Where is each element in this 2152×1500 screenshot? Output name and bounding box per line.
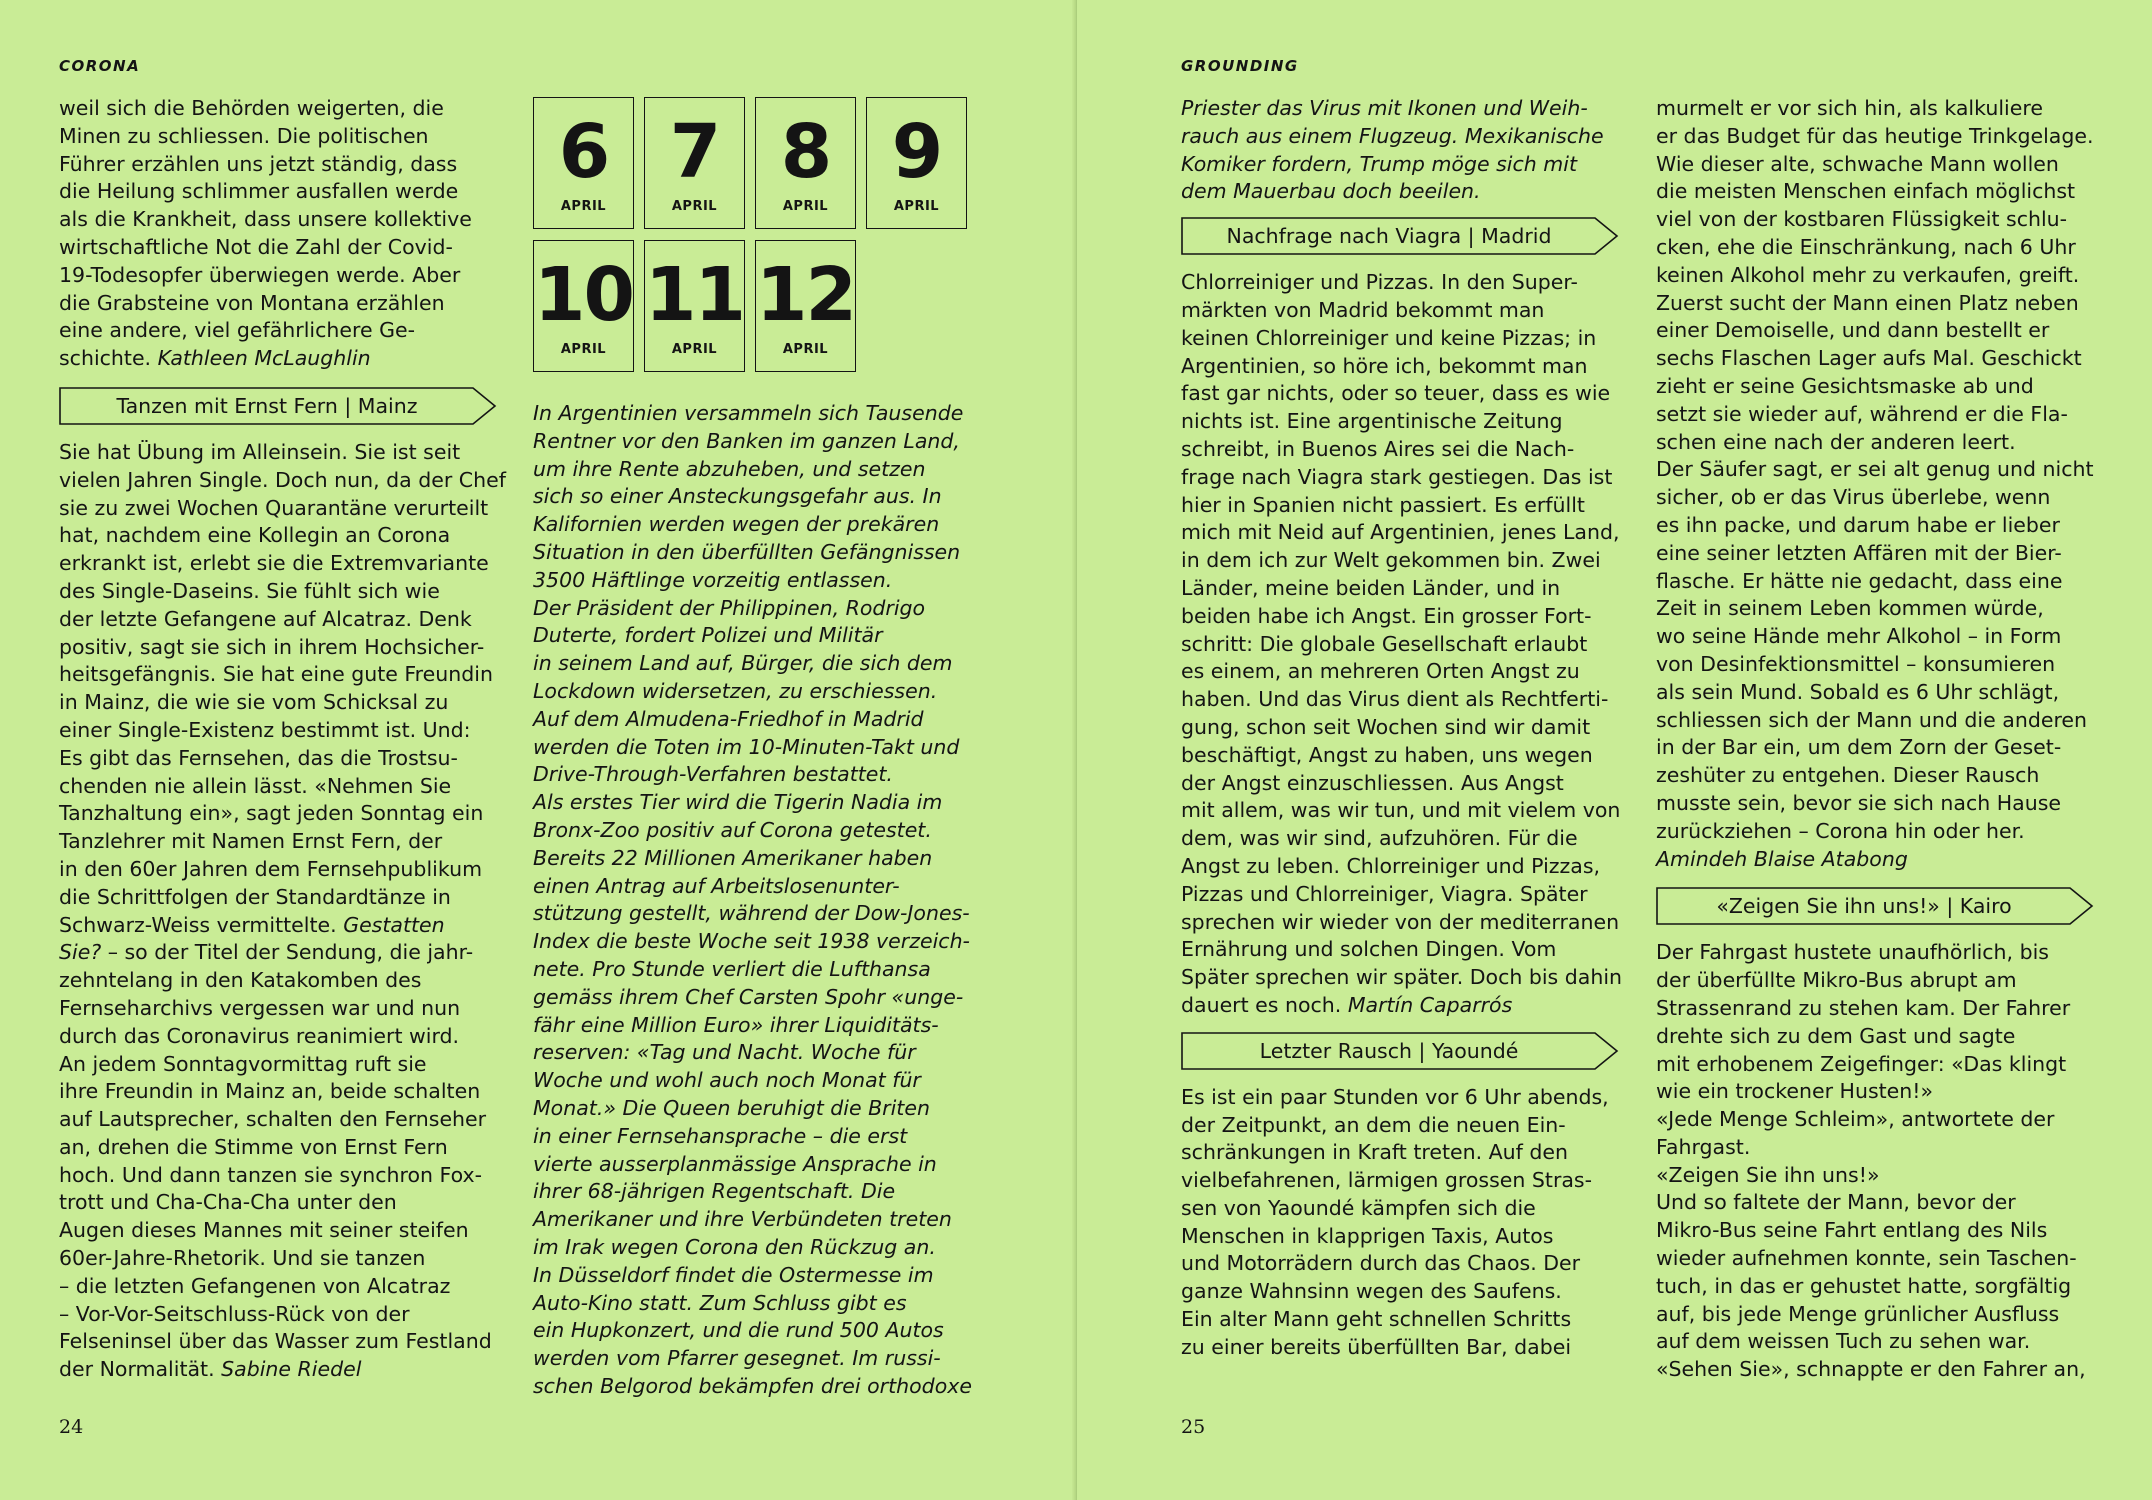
text-line: schliessen sich der Mann und die anderen <box>1656 707 2088 732</box>
text-line <box>1181 992 1621 1020</box>
text-line: Chlorreiniger und Pizzas. In den Super- <box>1181 270 1578 295</box>
calendar-month: APRIL <box>782 199 829 214</box>
page-number-right: 25 <box>1181 1416 1206 1438</box>
calendar-month: APRIL <box>560 199 607 214</box>
text-line: hier in Spanien nicht passiert. Es erfüllt <box>1181 492 1585 517</box>
text-line: einen Antrag auf Arbeitslosenunter- <box>533 873 900 898</box>
calendar-tile <box>755 240 856 372</box>
text-line: «Jede Menge Schleim», antwortete der <box>1656 1107 2055 1132</box>
text-line: Später sprechen wir später. Doch bis dahin <box>1181 965 1623 990</box>
banner-label: Tanzen mit Ernst Fern | Mainz <box>116 393 418 418</box>
text-line: Tanzhaltung ein», sagt jeden Sonntag ein <box>59 801 484 826</box>
text-line: Der Fahrgast hustete unaufhörlich, bis <box>1656 940 2049 965</box>
text-line: Drive-Through-Verfahren bestattet. <box>533 762 893 787</box>
text-line: mit allem, was wir tun, und mit vielem von <box>1181 798 1621 823</box>
text-line: – Vor-Vor-Seitschluss-Rück von der <box>59 1301 410 1326</box>
calendar-month: APRIL <box>560 342 607 357</box>
text-line: es ihn packe, und darum habe er lieber <box>1656 512 2060 537</box>
text-line <box>59 345 499 373</box>
text-line: Bronx-Zoo positiv auf Corona getestet. <box>533 817 932 842</box>
text-line: Ein alter Mann geht schnellen Schritts <box>1181 1307 1572 1332</box>
text-line: werden vom Pfarrer gesegnet. Im russi- <box>533 1346 941 1371</box>
text-line: märkten von Madrid bekommt man <box>1181 297 1545 322</box>
running-head-left: CORONA <box>59 57 141 75</box>
col1-part2b <box>59 967 499 1356</box>
text-line: sechs Flaschen Lager aufs Mal. Geschickt <box>1656 346 2082 371</box>
text-line: sprechen wir wieder von der mediterranen <box>1181 909 1620 934</box>
section-banner-yaounde <box>1181 1032 1621 1070</box>
text-line: in einer Fernsehansprache – die erst <box>533 1123 908 1148</box>
text-line: dem Mauerbau doch beeilen. <box>1181 179 1481 204</box>
show-title: Sie? <box>59 940 102 965</box>
text-line: schen eine nach der anderen leert. <box>1656 429 2016 454</box>
text-line: Es ist ein paar Stunden vor 6 Uhr abends, <box>1181 1084 1609 1109</box>
text-line: gemäss ihrem Chef Carsten Spohr «unge- <box>533 984 964 1009</box>
text-line: drehte sich zu dem Gast und sagte <box>1656 1023 2016 1048</box>
text-line: in dem ich zur Welt gekommen bin. Zwei <box>1181 548 1601 573</box>
text-line: In Düsseldorf findet die Ostermesse im <box>533 1262 934 1287</box>
text-line: ganze Wahnsinn wegen des Saufens. <box>1181 1279 1562 1304</box>
calendar-day: 6 <box>558 109 609 195</box>
text-line: wo seine Hände mehr Alkohol – in Form <box>1656 624 2062 649</box>
text-line: 60er-Jahre-Rhetorik. Und sie tanzen <box>59 1246 426 1271</box>
text-line: Augen dieses Mannes mit seiner steifen <box>59 1218 469 1243</box>
running-head-right: GROUNDING <box>1181 57 1299 75</box>
right-column-1 <box>1181 95 1621 1362</box>
text-line: mich mit Neid auf Argentinien, jenes Land, <box>1181 520 1620 545</box>
text-line: erkrankt ist, erlebt sie die Extremvariante <box>59 551 489 576</box>
text-line: in Mainz, die wie sie vom Schicksal zu <box>59 690 449 715</box>
text-fragment: dauert es noch. <box>1181 992 1342 1017</box>
text-line: vierte ausserplanmässige Ansprache in <box>533 1151 937 1176</box>
text-line: die Heilung schlimmer ausfallen werde <box>59 179 459 204</box>
text-line: Und so faltete der Mann, bevor der <box>1656 1190 2016 1215</box>
text-line: Als erstes Tier wird die Tigerin Nadia im <box>533 790 943 815</box>
text-line: ein Hupkonzert, und die rund 500 Autos <box>533 1318 944 1343</box>
text-line: fähr eine Million Euro» ihrer Liquiditäts- <box>533 1012 939 1037</box>
text-line: Situation in den überfüllten Gefängnissen <box>533 539 961 564</box>
text-fragment: Schwarz-Weiss vermittelte. <box>59 912 337 937</box>
text-line: chenden nie allein lässt. «Nehmen Sie <box>59 773 452 798</box>
text-line: die meisten Menschen einfach möglichst <box>1656 179 2076 204</box>
text-line: Es gibt das Fernsehen, das die Trostsu- <box>59 745 458 770</box>
text-line: Index die beste Woche seit 1938 verzeich- <box>533 929 970 954</box>
text-line: und Motorrädern durch das Chaos. Der <box>1181 1251 1581 1276</box>
calendar-day: 8 <box>780 109 831 195</box>
author-byline: Amindeh Blaise Atabong <box>1656 846 1908 871</box>
calendar-tile <box>644 97 745 229</box>
text-line: durch das Coronavirus reanimiert wird. <box>59 1023 460 1048</box>
text-line <box>1656 846 2096 874</box>
text-line: viel von der kostbaren Flüssigkeit schlu- <box>1656 207 2068 232</box>
text-line: eine seiner letzten Affären mit der Bier- <box>1656 540 2062 565</box>
text-line: Monat.» Die Queen beruhigt die Briten <box>533 1095 930 1120</box>
text-line: es einem, an mehreren Orten Angst zu <box>1181 659 1580 684</box>
text-line: stützung gestellt, während der Dow-Jones- <box>533 901 970 926</box>
calendar-day: 7 <box>669 109 720 195</box>
text-line: auf, bis jede Menge grünlicher Ausfluss <box>1656 1301 2060 1326</box>
calendar-day: 9 <box>891 109 942 195</box>
calendar-tile <box>533 97 634 229</box>
col4-part2 <box>1656 939 2096 1384</box>
text-line: zieht er seine Gesichtsmaske ab und <box>1656 373 2034 398</box>
text-line: zeshüter zu entgehen. Dieser Rausch <box>1656 763 2040 788</box>
text-line: wirtschaftliche Not die Zahl der Covid- <box>59 234 453 259</box>
text-line: In Argentinien versammeln sich Tausende <box>533 401 964 425</box>
text-line: ihre Freundin in Mainz an, beide schalten <box>59 1079 481 1104</box>
text-line: schränkungen in Kraft treten. Auf den <box>1181 1140 1569 1165</box>
calendar-month: APRIL <box>671 342 718 357</box>
text-line: vielen Jahren Single. Doch nun, da der Chef <box>59 467 506 492</box>
section-banner-madrid <box>1181 217 1621 255</box>
text-line: Komiker fordern, Trump möge sich mit <box>1181 151 1577 176</box>
col3-intro <box>1181 95 1621 206</box>
calendar-day: 10 <box>534 252 633 338</box>
text-line: sicher, ob er das Virus überlebe, wenn <box>1656 485 2051 510</box>
text-line: als sein Mund. Sobald es 6 Uhr schlägt, <box>1656 679 2060 704</box>
banner-label: «Zeigen Sie ihn uns!» | Kairo <box>1716 894 2012 919</box>
text-line: die Schrittfolgen der Standardtänze in <box>59 884 451 909</box>
text-line: der Angst einzuschliessen. Aus Angst <box>1181 770 1564 795</box>
text-line: keinen Chlorreiniger und keine Pizzas; in <box>1181 325 1597 350</box>
text-line: Kalifornien werden wegen der prekären <box>533 512 940 537</box>
text-line: 3500 Häftlinge vorzeitig entlassen. <box>533 567 893 592</box>
text-line: 19-Todesopfer überwiegen werde. Aber <box>59 262 461 287</box>
col4-part1 <box>1656 95 2096 846</box>
text-line: An jedem Sonntagvormittag ruft sie <box>59 1051 427 1076</box>
col3-yaounde <box>1181 1084 1621 1362</box>
text-line: in der Bar ein, um dem Zorn der Geset- <box>1656 735 2062 760</box>
text-line: Menschen in klapprigen Taxis, Autos <box>1181 1223 1554 1248</box>
text-line: zu einer bereits überfüllten Bar, dabei <box>1181 1334 1572 1359</box>
text-line: Der Präsident der Philippinen, Rodrigo <box>533 595 926 620</box>
text-line: Bereits 22 Millionen Amerikaner haben <box>533 845 933 870</box>
text-line: fast gar nichts, oder so teuer, dass es wie <box>1181 381 1611 406</box>
text-line: ihrer 68-jährigen Regentschaft. Die <box>533 1179 896 1204</box>
text-line: Auto-Kino statt. Zum Schluss gibt es <box>533 1290 907 1315</box>
text-line: haben. Und das Virus dient als Rechtferti- <box>1181 687 1609 712</box>
text-line: beschäftigt, Angst zu haben, uns wegen <box>1181 742 1593 767</box>
text-line: der überfüllte Mikro-Bus abrupt am <box>1656 968 2017 993</box>
text-line <box>59 1356 499 1384</box>
text-line: Zeit in seinem Leben kommen würde, <box>1656 596 2044 621</box>
text-line: Wie dieser alte, schwache Mann wollen <box>1656 151 2059 176</box>
calendar-tiles <box>533 97 973 377</box>
text-fragment: schichte. <box>59 346 152 371</box>
text-fragment: der Normalität. <box>59 1357 215 1382</box>
left-page <box>0 0 1075 1500</box>
text-line: der letzte Gefangene auf Alcatraz. Denk <box>59 606 472 631</box>
text-line: nete. Pro Stunde verliert die Lufthansa <box>533 956 931 981</box>
text-line: Auf dem Almudena-Friedhof in Madrid <box>533 706 924 731</box>
text-line: auf Lautsprecher, schalten den Fernseher <box>59 1107 487 1132</box>
text-line: frage nach Viagra stark gestiegen. Das ist <box>1181 464 1613 489</box>
text-line: Strassenrand zu stehen kam. Der Fahrer <box>1656 995 2071 1020</box>
text-line: Tanzlehrer mit Namen Ernst Fern, der <box>59 829 443 854</box>
text-line: trott und Cha-Cha-Cha unter den <box>59 1190 397 1215</box>
text-line: musste sein, bevor sie sich nach Hause <box>1656 790 2062 815</box>
text-line: Rentner vor den Banken im ganzen Land, <box>533 428 960 453</box>
text-line: Zuerst sucht der Mann einen Platz neben <box>1656 290 2079 315</box>
text-line: tuch, in das er gehustet hatte, sorgfältig <box>1656 1273 2072 1298</box>
calendar-tile <box>866 97 967 229</box>
text-line: hat, nachdem eine Kollegin an Corona <box>59 523 451 548</box>
calendar-month: APRIL <box>671 199 718 214</box>
text-line: er das Budget für das heutige Trinkgelage. <box>1656 123 2094 148</box>
text-line: beiden habe ich Angst. Ein grosser Fort- <box>1181 603 1592 628</box>
text-line: – die letzten Gefangenen von Alcatraz <box>59 1273 451 1298</box>
text-line: Ernährung und solchen Dingen. Vom <box>1181 937 1557 962</box>
calendar-month: APRIL <box>782 342 829 357</box>
text-line: von Desinfektionsmittel – konsumieren <box>1656 651 2056 676</box>
text-line: schen Belgorod bekämpfen drei orthodoxe <box>533 1373 972 1398</box>
text-line: setzt sie wieder auf, während er die Fla- <box>1656 401 2068 426</box>
text-line: Mikro-Bus seine Fahrt entlang des Nils <box>1656 1218 2048 1243</box>
text-fragment: – so der Titel der Sendung, die jahr- <box>107 940 474 965</box>
author-byline: Sabine Riedel <box>221 1357 362 1382</box>
text-line: um ihre Rente abzuheben, und setzen <box>533 456 926 481</box>
text-line: der Zeitpunkt, an dem die neuen Ein- <box>1181 1112 1566 1137</box>
text-line: in den 60er Jahren dem Fernsehpublikum <box>59 856 483 881</box>
text-line: murmelt er vor sich hin, als kalkuliere <box>1656 96 2043 120</box>
text-line: Sie hat Übung im Alleinsein. Sie ist seit <box>59 439 461 464</box>
calendar-tile <box>644 240 745 372</box>
text-line: Lockdown widersetzen, zu erschiessen. <box>533 678 938 703</box>
page-number-left: 24 <box>59 1416 84 1438</box>
text-line: sich so einer Ansteckungsgefahr aus. In <box>533 484 942 509</box>
text-line: auf dem weissen Tuch zu sehen war. <box>1656 1329 2031 1354</box>
text-line: Angst zu leben. Chlorreiniger und Pizzas, <box>1181 853 1601 878</box>
col3-madrid <box>1181 269 1621 992</box>
calendar-day: 12 <box>756 252 855 338</box>
text-line: hoch. Und dann tanzen sie synchron Fox- <box>59 1162 483 1187</box>
calendar-day: 11 <box>645 252 744 338</box>
text-line: Pizzas und Chlorreiniger, Viagra. Später <box>1181 881 1588 906</box>
col1-part1 <box>59 95 499 345</box>
text-line: sen von Yaoundé kämpfen sich die <box>1181 1195 1536 1220</box>
author-byline: Kathleen McLaughlin <box>157 346 371 371</box>
text-line: eine andere, viel gefährlichere Ge- <box>59 318 415 343</box>
right-page <box>1077 0 2152 1500</box>
text-line: Der Säufer sagt, er sei alt genug und nicht <box>1656 457 2094 482</box>
section-banner-mainz <box>59 387 499 425</box>
text-line: reserven: «Tag und Nacht. Woche für <box>533 1040 916 1065</box>
section-banner-kairo <box>1656 887 2096 925</box>
text-line: «Sehen Sie», schnappte er den Fahrer an, <box>1656 1357 2086 1382</box>
text-line: wieder aufnehmen konnte, sein Taschen- <box>1656 1246 2077 1271</box>
text-line: «Zeigen Sie ihn uns!» <box>1656 1162 1880 1187</box>
text-line: des Single-Daseins. Sie fühlt sich wie <box>59 578 440 603</box>
text-line: flasche. Er hätte nie gedacht, dass eine <box>1656 568 2063 593</box>
text-line: heitsgefängnis. Sie hat eine gute Freundin <box>59 662 493 687</box>
text-line: Länder, meine beiden Länder, und in <box>1181 575 1561 600</box>
show-title: Gestatten <box>343 912 445 937</box>
calendar-tile <box>755 97 856 229</box>
text-line: Führer erzählen uns jetzt ständig, dass <box>59 151 458 176</box>
banner-label: Letzter Rausch | Yaoundé <box>1259 1038 1519 1063</box>
text-line: nichts ist. Eine argentinische Zeitung <box>1181 409 1563 434</box>
text-line: sie zu zwei Wochen Quarantäne verurteilt <box>59 495 489 520</box>
text-line: Fernseharchivs vergessen war und nun <box>59 995 461 1020</box>
col1-part2a <box>59 439 506 912</box>
text-line <box>59 939 499 967</box>
text-line: Minen zu schliessen. Die politischen <box>59 123 429 148</box>
text-line: als die Krankheit, dass unsere kollektive <box>59 207 472 232</box>
text-line: Amerikaner und ihre Verbündeten treten <box>533 1207 952 1232</box>
col2-lines <box>533 400 983 1401</box>
left-column-2 <box>533 400 983 1401</box>
text-line: Duterte, fordert Polizei und Militär <box>533 623 883 648</box>
calendar-month: APRIL <box>893 199 940 214</box>
text-line: rauch aus einem Flugzeug. Mexikanische <box>1181 123 1604 148</box>
banner-label: Nachfrage nach Viagra | Madrid <box>1226 224 1552 249</box>
text-line: Woche und wohl auch noch Monat für <box>533 1068 921 1093</box>
text-line <box>59 912 499 940</box>
text-line: mit erhobenem Zeigefinger: «Das klingt <box>1656 1051 2067 1076</box>
text-line: zurückziehen – Corona hin oder her. <box>1656 818 2025 843</box>
text-line: schreibt, in Buenos Aires sei die Nach- <box>1181 436 1575 461</box>
text-line: dem, was wir sind, aufzuhören. Für die <box>1181 826 1578 851</box>
right-column-2 <box>1656 95 2096 1384</box>
text-line: positiv, sagt sie sich in ihrem Hochsicher- <box>59 634 485 659</box>
text-line: cken, ehe die Einschränkung, nach 6 Uhr <box>1656 234 2076 259</box>
text-line: keinen Alkohol mehr zu verkaufen, greift. <box>1656 262 2080 287</box>
text-line: einer Demoiselle, und dann bestellt er <box>1656 318 2050 343</box>
text-line: Felseninsel über das Wasser zum Festland <box>59 1329 492 1354</box>
text-line: vielbefahrenen, lärmigen grossen Stras- <box>1181 1168 1593 1193</box>
text-line: Priester das Virus mit Ikonen und Weih- <box>1181 96 1588 120</box>
text-line: werden die Toten im 10-Minuten-Takt und <box>533 734 960 759</box>
text-line: in seinem Land auf, Bürger, die sich dem <box>533 651 953 676</box>
author-byline: Martín Caparrós <box>1347 992 1513 1017</box>
text-line: gung, schon seit Wochen sind wir damit <box>1181 714 1591 739</box>
calendar-tile <box>533 240 634 372</box>
text-line: die Grabsteine von Montana erzählen <box>59 290 445 315</box>
text-line: einer Single-Existenz bestimmt ist. Und: <box>59 717 471 742</box>
left-column-1 <box>59 95 506 1384</box>
text-line: zehntelang in den Katakomben des <box>59 968 422 993</box>
text-line: Argentinien, so höre ich, bekommt man <box>1181 353 1588 378</box>
text-line: Fahrgast. <box>1656 1134 1751 1159</box>
text-line: schritt: Die globale Gesellschaft erlaubt <box>1181 631 1588 656</box>
text-line: an, drehen die Stimme von Ernst Fern <box>59 1134 448 1159</box>
text-line: wie ein trockener Husten!» <box>1656 1079 1934 1104</box>
text-line: weil sich die Behörden weigerten, die <box>59 96 444 120</box>
text-line: im Irak wegen Corona den Rückzug an. <box>533 1234 936 1259</box>
